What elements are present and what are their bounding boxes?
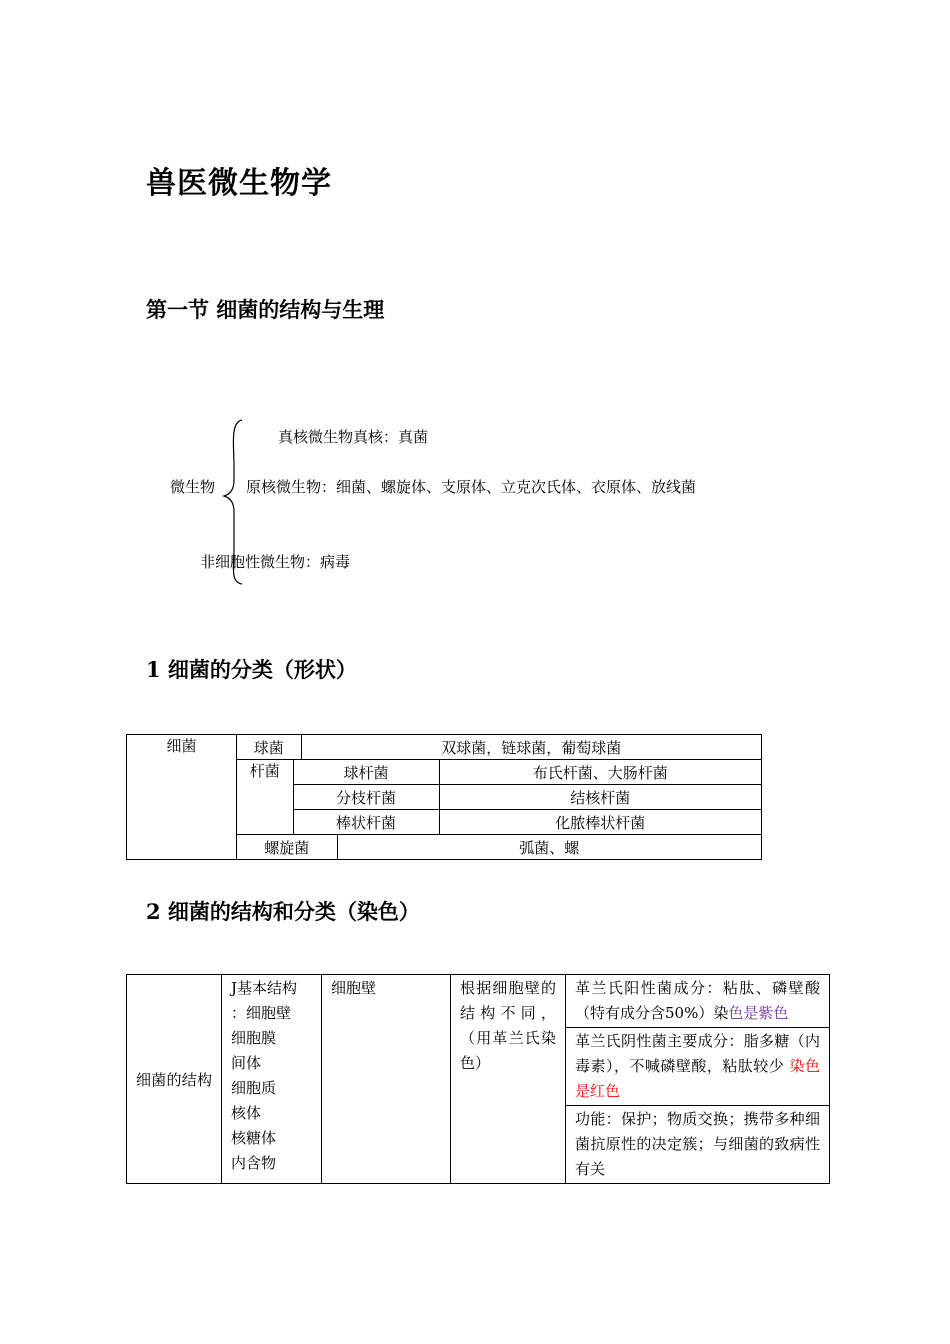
- tree-item-prokaryote: 原核微生物：细菌、螺旋体、支原体、立克次氏体、衣原体、放线菌: [246, 478, 697, 496]
- shape-table: [126, 734, 762, 860]
- basic-structure-list: [222, 975, 322, 1184]
- table-cell-coccus-desc: 双球菌，链球菌，葡萄球菌: [301, 735, 761, 759]
- table-cell-bacteria: 细菌: [127, 735, 237, 860]
- table-cell-coccus: 球菌: [237, 735, 301, 759]
- table-cell-rod: 杆菌: [237, 760, 293, 834]
- section-heading: 第一节 细菌的结构与生理: [146, 297, 385, 322]
- heading-shape: 1 细菌的分类（形状）: [146, 657, 357, 682]
- table-cell-rod-example: 结核杆菌: [439, 785, 761, 810]
- list-item: ：细胞壁: [231, 1004, 292, 1022]
- list-item: J基本结构: [231, 979, 298, 997]
- list-item: 间体: [231, 1054, 262, 1072]
- table-cell-gram-positive: 革兰氏阳性菌成分：粘肽、磷壁酸（特有成分含50%）染色是紫色: [566, 975, 830, 1028]
- table-cell-gram-negative: 革兰氏阴性菌主要成分：脂多糖（内毒素），不喊磷壁酸，粘肽较少 染色是红色: [566, 1028, 830, 1106]
- page-title: 兽医微生物学: [146, 166, 332, 201]
- table-cell-rod-type: 球杆菌: [293, 760, 439, 785]
- tree-item-acellular: 非细胞性微生物：病毒: [200, 553, 351, 571]
- table-cell-rod-example: 布氏杆菌、大肠杆菌: [439, 760, 761, 785]
- tree-item-eukaryote: 真核微生物真核：真菌: [278, 428, 429, 446]
- table-cell-cell-wall: 细胞壁: [322, 975, 451, 1184]
- table-cell-gram-basis: 根据细胞壁的结构不同，（用革兰氏染色）: [451, 975, 566, 1184]
- table-cell-spiral: 螺旋菌: [237, 835, 337, 859]
- table-cell-function: 功能：保护；物质交换；携带多种细菌抗原性的决定簇；与细菌的致病性有关: [566, 1106, 830, 1184]
- list-item: 核体: [231, 1104, 262, 1122]
- table-cell-rod-type: 棒状杆菌: [293, 810, 439, 835]
- list-item: 细胞膜: [231, 1029, 277, 1047]
- heading-structure: 2 细菌的结构和分类（染色）: [146, 899, 420, 924]
- structure-table: [126, 974, 830, 1184]
- table-cell-structure: 细菌的结构: [136, 1070, 212, 1089]
- tree-root: 微生物: [170, 478, 216, 496]
- table-cell-rod-example: 化脓棒状杆菌: [439, 810, 761, 835]
- list-item: 内含物: [231, 1154, 277, 1172]
- list-item: 细胞质: [231, 1079, 277, 1097]
- list-item: 核糖体: [231, 1129, 277, 1147]
- table-cell-rod-type: 分枝杆菌: [293, 785, 439, 810]
- table-cell-spiral-desc: 弧菌、螺: [337, 835, 761, 859]
